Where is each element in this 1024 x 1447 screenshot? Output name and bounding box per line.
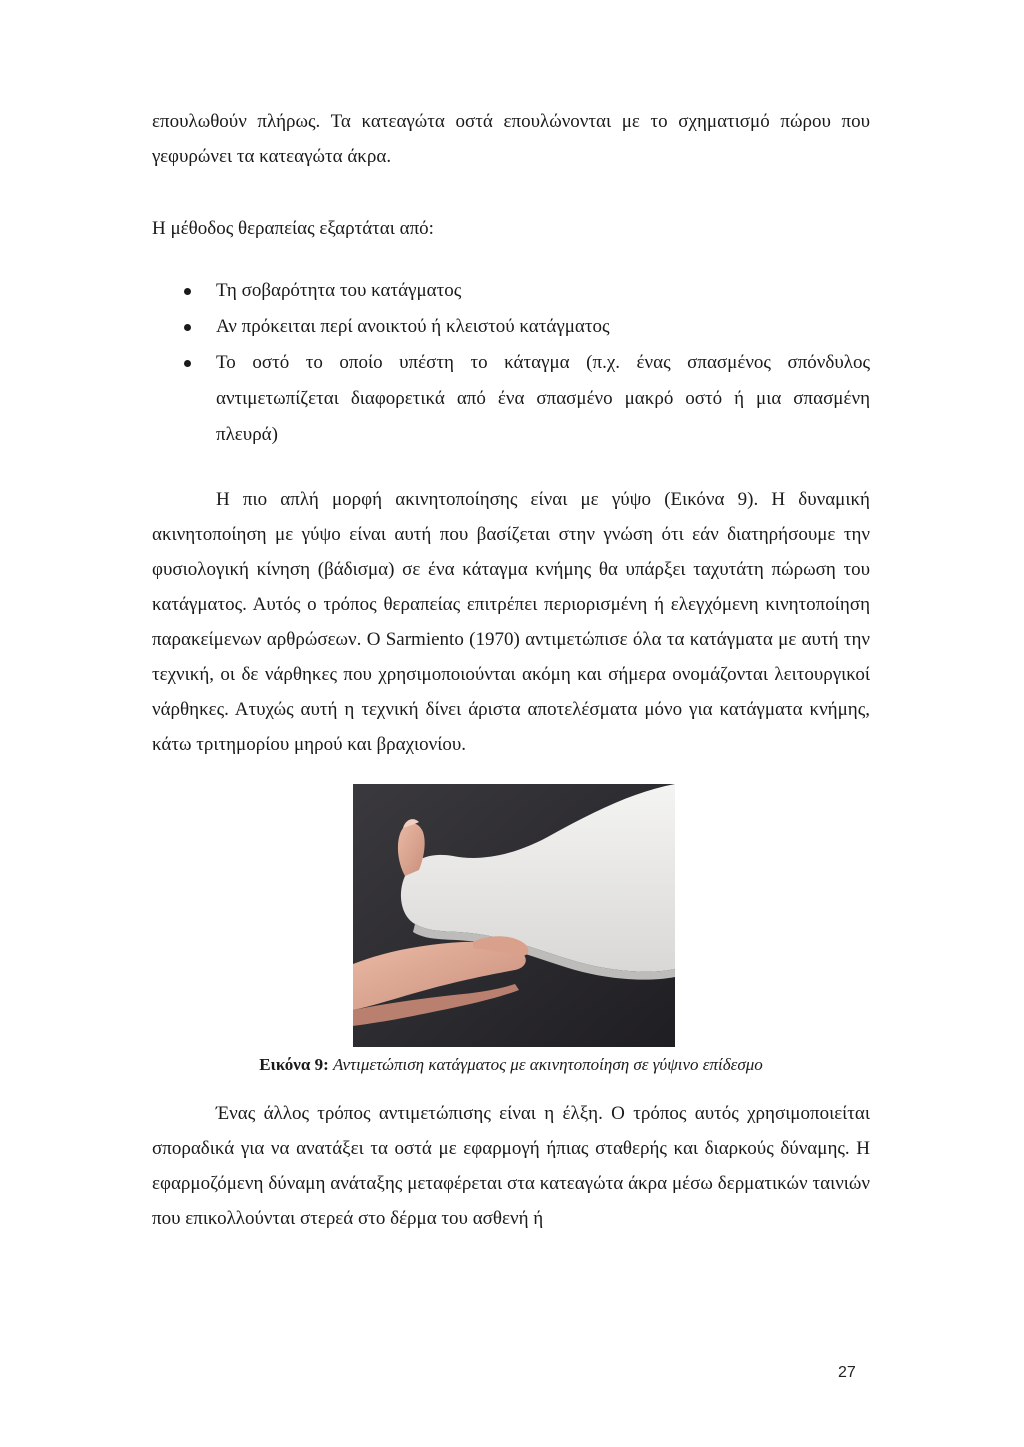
page-body — [152, 104, 870, 1236]
figure-caption-text: Αντιμετώπιση κατάγματος με ακινητοποίηση σε γύψινο επίδεσμο — [333, 1055, 763, 1074]
figure-caption-label: Εικόνα 9: — [259, 1055, 329, 1074]
figure-cast-photo — [353, 784, 675, 1047]
list-item-text: Αν πρόκειται περί ανοικτού ή κλειστού κατάγματος — [216, 316, 610, 337]
paragraph-cast: Η πιο απλή μορφή ακινητοποίησης είναι με γύψο (Εικόνα 9). Η δυναμική ακινητοποίηση με γύψο είναι αυτή που βασίζεται στην γνώση ότι εάν διατηρήσουμε την φυσιολογική κίνηση (βάδισμα) σε ένα κάταγμα κνήμης θα υπάρξει ταχυτάτη πώρωση του κατάγματος. Αυτός ο τρόπος θεραπείας επιτρέπει περιορισμένη ή ελεγχόμενη κινητοποίηση παρακείμενων αρθρώσεων. Ο Sarmiento (1970) αντιμετώπισε όλα τα κατάγματα με αυτή την τεχνική, οι δε νάρθηκες που χρησιμοποιούνται ακόμη και σήμερα ονομάζονται λειτουργικοί νάρθηκες. Ατυχώς αυτή η τεχνική δίνει άριστα αποτελέσματα μόνο για κατάγματα κνήμης, κάτω τριτημορίου μηρού και βραχιονίου. — [152, 489, 870, 755]
list-item — [152, 273, 870, 309]
cast-foot-illustration — [353, 784, 675, 1047]
list-item-text: Τη σοβαρότητα του κατάγματος — [216, 280, 462, 301]
paragraph-traction: Ένας άλλος τρόπος αντιμετώπισης είναι η έλξη. Ο τρόπος αυτός χρησιμοποιείται σποραδικά για να ανατάξει τα οστά με εφαρμογή ήπιας σταθερής και διαρκούς δύναμης. Η εφαρμοζόμενη δύναμη ανάταξης μεταφέρεται στα κατεαγώτα άκρα μέσω δερματικών ταινιών που επικολλούνται στερεά στο δέρμα του ασθενή ή — [152, 1103, 870, 1229]
bullet-icon — [184, 324, 191, 331]
bullet-icon — [184, 288, 191, 295]
page-number: 27 — [838, 1364, 856, 1381]
list-item-text: Το οστό το οποίο υπέστη το κάταγμα (π.χ. ένας σπασμένος σπόνδυλος αντιμετωπίζεται διαφορετικά από ένα σπασμένο μακρό οστό ή μια σπασμένη πλευρά) — [216, 352, 870, 445]
bullet-icon — [184, 360, 191, 367]
figure-caption — [152, 1054, 870, 1076]
paragraph-continued: επουλωθούν πλήρως. Τα κατεαγώτα οστά επουλώνονται με το σχηματισμό πώρου που γεφυρώνει τα κατεαγώτα άκρα. — [152, 111, 870, 167]
treatment-factors-list — [152, 273, 870, 453]
list-item — [152, 309, 870, 345]
list-item — [152, 345, 870, 453]
treatment-intro: Η μέθοδος θεραπείας εξαρτάται από: — [152, 218, 434, 239]
